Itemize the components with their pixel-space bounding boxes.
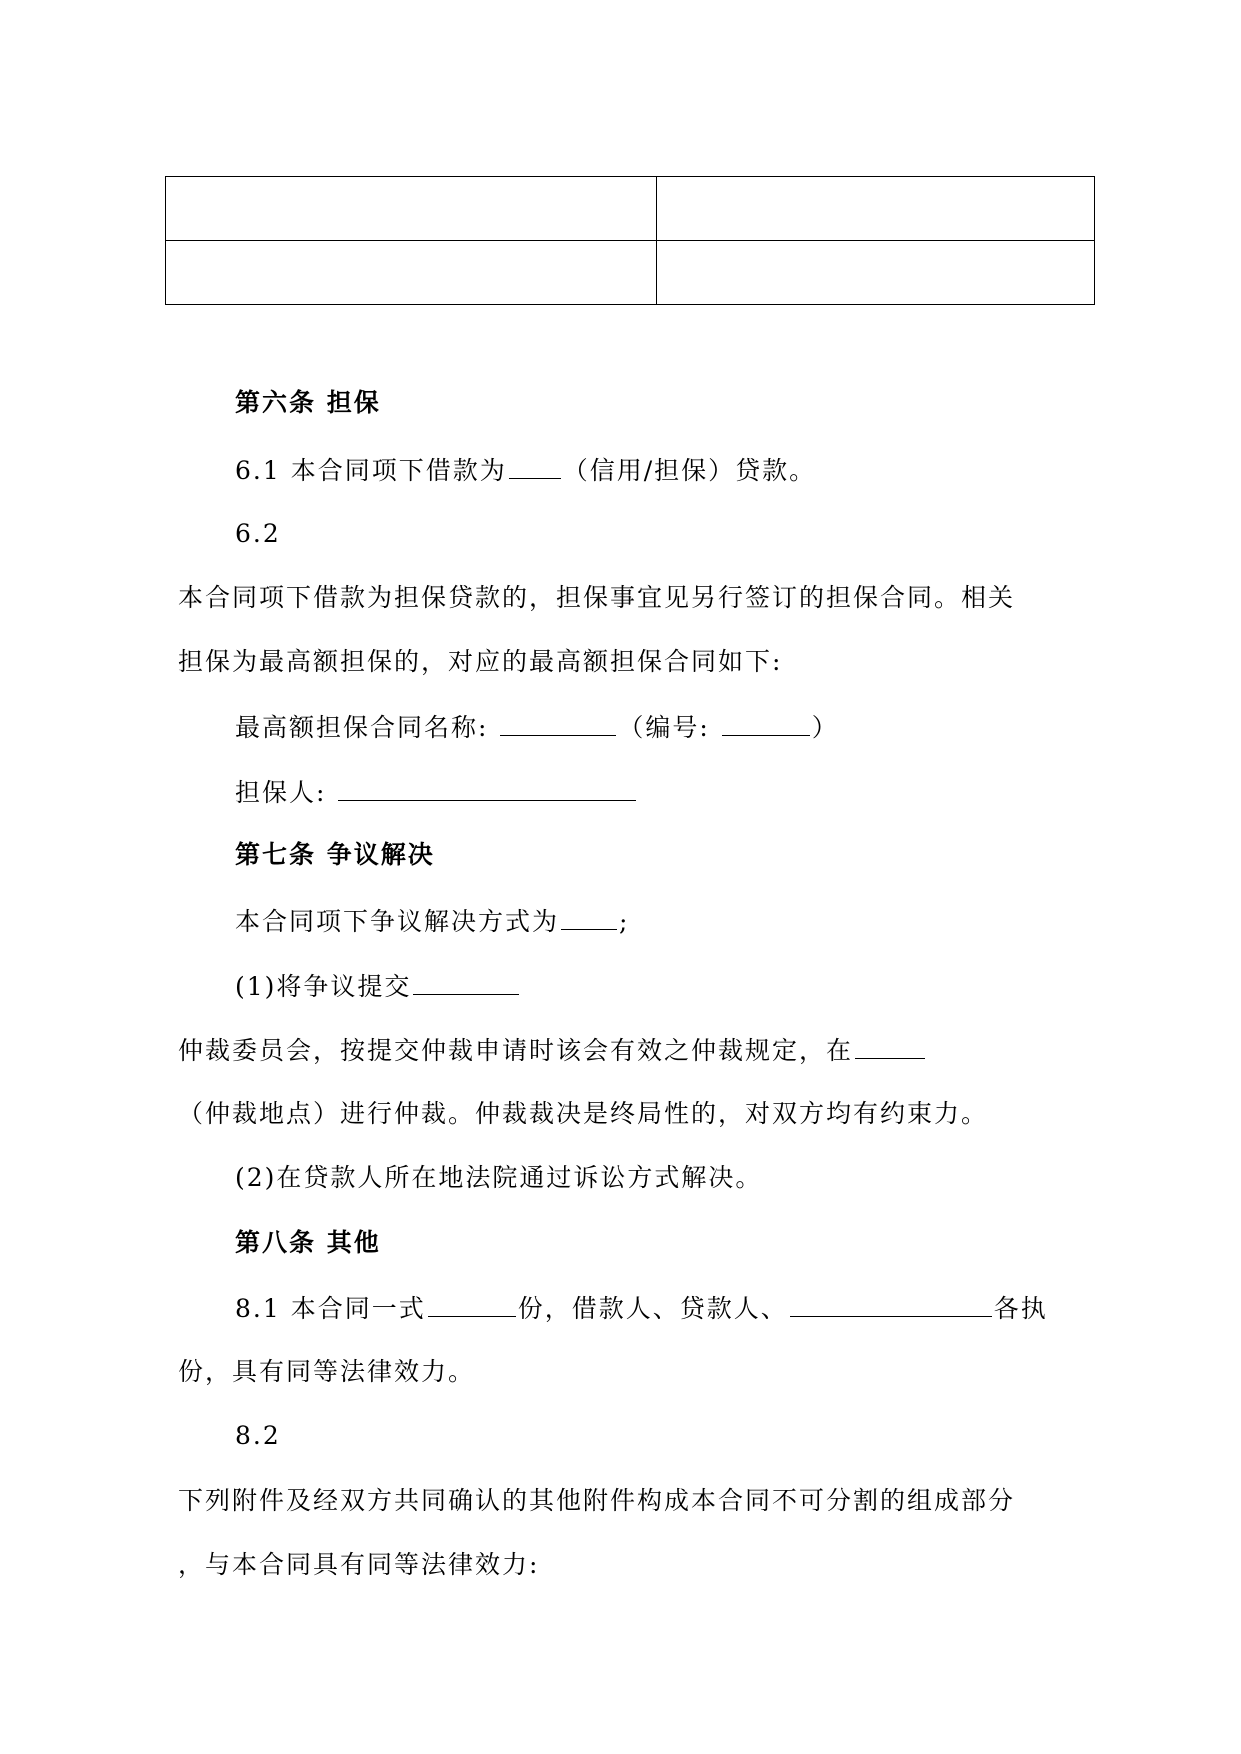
guarantee-contract-name [235, 709, 839, 745]
blank-field [413, 968, 519, 995]
blank-field [428, 1290, 516, 1317]
blank-field [500, 709, 616, 736]
table-cell [657, 241, 1095, 305]
blank-field [855, 1032, 925, 1059]
table-row [166, 241, 1095, 305]
clause-8-1 [235, 1290, 1048, 1326]
blank-field [722, 709, 810, 736]
table-row [166, 177, 1095, 241]
table-cell [166, 177, 657, 241]
dispute-option-1-line2 [178, 1032, 927, 1068]
clause-6-2-line2: 担保为最高额担保的，对应的最高额担保合同如下: [178, 647, 783, 676]
clause-8-1-line2: 份，具有同等法律效力。 [178, 1357, 476, 1386]
clause-8-2-line1: 下列附件及经双方共同确认的其他附件构成本合同不可分割的组成部分 [178, 1486, 1016, 1515]
clause-8-1-suffix: 各执 [993, 1294, 1048, 1323]
option-1-text: (1)将争议提交 [235, 972, 412, 1001]
top-table [165, 176, 1095, 305]
clause-8-1-mid: 份，借款人、贷款人、 [517, 1294, 788, 1323]
guarantor [235, 774, 638, 810]
clause-6-2-line1: 本合同项下借款为担保贷款的，担保事宜见另行签订的担保合同。相关 [178, 583, 1016, 612]
clause-6-1-suffix: （信用/担保）贷款。 [562, 456, 817, 485]
dispute-option-1-line3: （仲裁地点）进行仲裁。仲裁裁决是终局性的，对双方均有约束力。 [178, 1099, 989, 1128]
dispute-option-1 [235, 968, 521, 1004]
guarantor-label: 担保人: [235, 778, 327, 807]
clause-6-1 [235, 452, 816, 488]
section-7-title: 第七条 争议解决 [235, 840, 435, 869]
intro-suffix: ; [619, 907, 630, 936]
contract-no-label: （编号: [618, 713, 710, 742]
table-cell [166, 241, 657, 305]
dispute-option-2: (2)在贷款人所在地法院通过诉讼方式解决。 [235, 1163, 763, 1192]
clause-6-2-number: 6.2 [235, 519, 281, 548]
blank-field [790, 1290, 992, 1317]
intro-text: 本合同项下争议解决方式为 [235, 907, 560, 936]
clause-8-2-line2: ，与本合同具有同等法律效力: [178, 1550, 540, 1579]
table-cell [657, 177, 1095, 241]
clause-8-2-number: 8.2 [235, 1421, 281, 1450]
clause-8-1-text: 8.1 本合同一式 [235, 1294, 426, 1323]
section-8-title: 第八条 其他 [235, 1228, 381, 1257]
contract-name-label: 最高额担保合同名称: [235, 713, 489, 742]
blank-field [509, 452, 561, 479]
blank-field [561, 903, 617, 930]
blank-field [338, 774, 636, 801]
dispute-resolution-intro [235, 903, 629, 939]
clause-6-1-text: 6.1 本合同项下借款为 [235, 456, 507, 485]
contract-no-close: ） [811, 713, 839, 742]
section-6-title: 第六条 担保 [235, 388, 381, 417]
option-1-line2-text: 仲裁委员会，按提交仲裁申请时该会有效之仲裁规定，在 [178, 1036, 854, 1065]
